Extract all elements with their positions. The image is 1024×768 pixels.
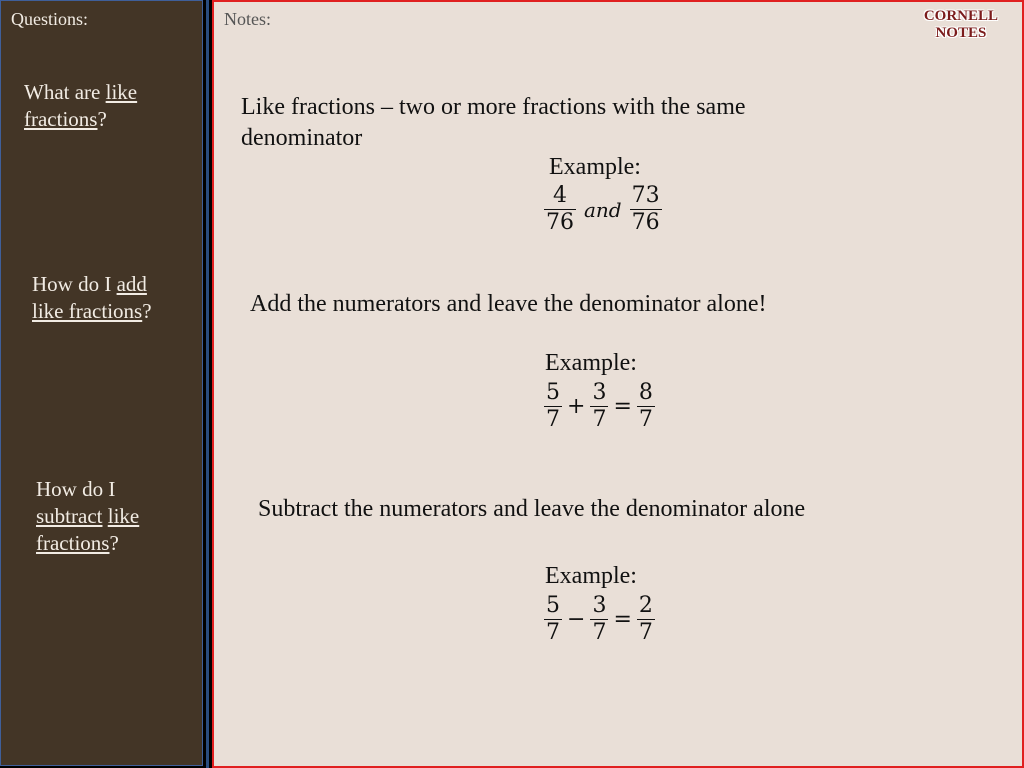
numerator: 2 <box>638 593 653 618</box>
numerator: 4 <box>553 183 567 208</box>
fraction <box>544 382 562 431</box>
denominator: 76 <box>546 210 574 235</box>
question-what-are-like-fractions <box>24 79 137 133</box>
fraction <box>637 595 655 644</box>
example-subtract-fractions <box>542 595 657 644</box>
and-word: and <box>584 197 622 222</box>
question-suffix: ? <box>97 107 107 131</box>
question-suffix: ? <box>109 531 119 555</box>
equals-sign: = <box>613 394 632 419</box>
note-add-rule: Add the numerators and leave the denominator alone! <box>250 291 767 317</box>
fraction <box>630 185 662 234</box>
questions-column <box>0 0 203 766</box>
question-prefix: What are <box>24 80 106 104</box>
denominator: 7 <box>638 620 653 645</box>
question-link[interactable]: fractions <box>36 531 110 555</box>
fraction <box>637 382 655 431</box>
denominator: 7 <box>546 407 560 432</box>
column-divider <box>206 0 209 768</box>
numerator: 8 <box>638 380 653 405</box>
denominator: 7 <box>638 407 653 432</box>
denominator: 76 <box>631 210 660 235</box>
question-link-like[interactable]: like <box>107 504 140 528</box>
numerator: 5 <box>546 380 560 405</box>
example-label: Example: <box>545 350 637 376</box>
numerator: 3 <box>592 593 607 618</box>
question-link[interactable]: like <box>105 80 138 104</box>
note-like-fractions-definition: Like fractions – two or more fractions with the same denominator <box>241 94 746 151</box>
question-suffix: ? <box>142 299 152 323</box>
example-label: Example: <box>549 154 641 180</box>
question-link[interactable]: fractions <box>24 107 98 131</box>
question-link[interactable]: like fractions <box>32 299 143 323</box>
question-link[interactable]: subtract <box>36 504 103 528</box>
question-link[interactable]: add <box>116 272 147 296</box>
fraction <box>590 382 608 431</box>
plus-sign: + <box>567 394 586 419</box>
note-subtract-rule: Subtract the numerators and leave the denominator alone <box>258 496 806 522</box>
logo-line: NOTES <box>935 25 987 41</box>
denominator: 7 <box>592 407 607 432</box>
numerator: 73 <box>631 183 660 208</box>
questions-header: Questions: <box>11 9 89 29</box>
notes-column <box>212 0 1024 768</box>
numerator: 3 <box>592 380 607 405</box>
example-like-fractions <box>542 185 664 234</box>
question-add-like-fractions <box>32 271 152 325</box>
numerator: 5 <box>546 593 560 618</box>
cornell-notes-logo <box>924 8 998 42</box>
minus-sign: − <box>567 607 586 632</box>
notes-header: Notes: <box>224 9 271 29</box>
question-prefix: How do I <box>32 272 117 296</box>
denominator: 7 <box>592 620 607 645</box>
fraction <box>544 595 562 644</box>
fraction <box>544 185 576 234</box>
logo-line: CORNELL <box>923 8 998 24</box>
equals-sign: = <box>613 607 632 632</box>
fraction <box>590 595 608 644</box>
example-add-fractions <box>542 382 657 431</box>
denominator: 7 <box>546 620 560 645</box>
example-label: Example: <box>545 563 637 589</box>
question-subtract-like-fractions <box>36 476 139 557</box>
question-prefix: How do I <box>36 477 116 501</box>
